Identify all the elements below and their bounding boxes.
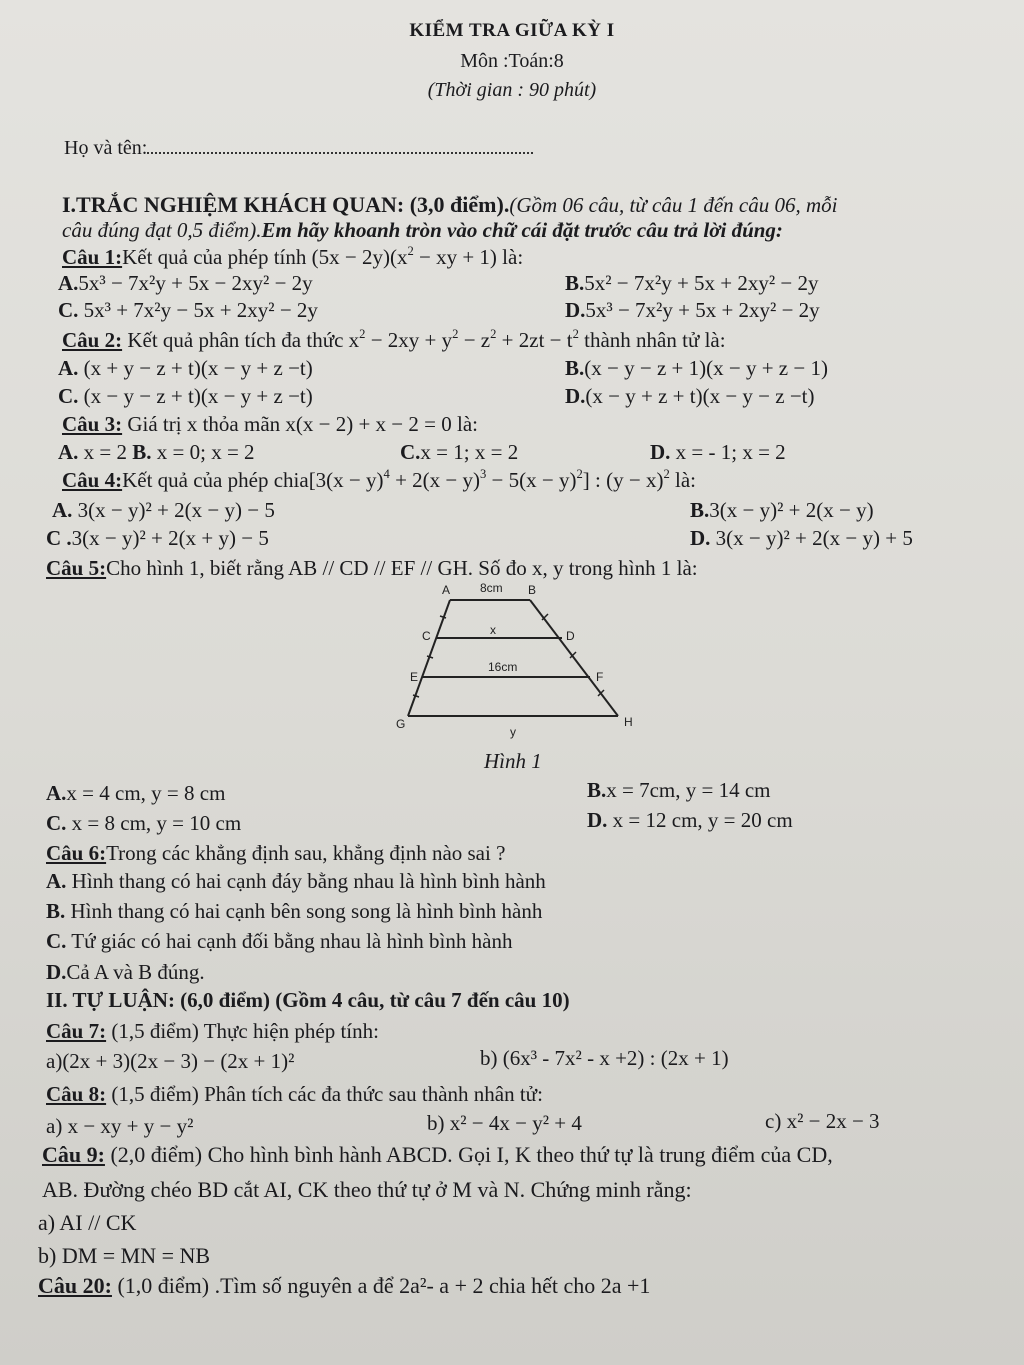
label-x: x xyxy=(490,623,496,637)
q5-option-c[interactable]: C. x = 8 cm, y = 10 cm xyxy=(46,811,242,835)
q9-part-b: b) DM = MN = NB xyxy=(38,1243,211,1268)
question-7-text: (1,5 điểm) Thực hiện phép tính: xyxy=(106,1019,379,1043)
label-b: B xyxy=(528,583,537,597)
label-ef-length: 16cm xyxy=(488,660,518,674)
part1-note2a: câu đúng đạt 0,5 điểm). xyxy=(62,218,262,242)
part1-note-line xyxy=(62,217,783,243)
name-field xyxy=(64,134,533,161)
question-7-label: Câu 7: xyxy=(46,1019,107,1043)
q1-option-a[interactable]: A.5x³ − 7x²y + 5x − 2xy² − 2y xyxy=(58,271,313,295)
question-3-text: Giá trị x thỏa mãn x(x − 2) + x − 2 = 0 là: xyxy=(122,412,478,436)
question-4-label: Câu 4: xyxy=(62,468,123,492)
question-1: Câu 1:Kết quả của phép tính $(5x - 2y)(x^2$ − xy + 1) là: xyxy=(62,244,524,269)
question-5 xyxy=(46,555,698,581)
q6-option-b[interactable]: B. Hình thang có hai cạnh bên song song là hình bình hành xyxy=(46,899,543,923)
question-9-label: Câu 9: xyxy=(42,1142,105,1167)
q6-option-d[interactable]: D.Cả A và B đúng. xyxy=(46,960,205,984)
tick-mark xyxy=(427,656,433,658)
q8-part-b: b) x² − 4x − y² + 4 xyxy=(427,1111,582,1135)
q1-option-d[interactable]: D.5x³ − 7x²y + 5x + 2xy² − 2y xyxy=(565,298,820,322)
question-9-line1: (2,0 điểm) Cho hình bình hành ABCD. Gọi I, K theo thứ tự là trung điểm của CD, xyxy=(104,1142,833,1167)
label-y: y xyxy=(510,725,516,739)
part1-note1: (Gồm 06 câu, từ câu 1 đến câu 06, mỗi xyxy=(509,193,838,217)
label-e: E xyxy=(410,670,419,684)
q3-option-c[interactable]: C.x = 1; x = 2 xyxy=(400,440,519,464)
question-6-label: Câu 6: xyxy=(46,841,107,865)
q9-part-a: a) AI // CK xyxy=(38,1210,137,1235)
q6-option-c[interactable]: C. Tứ giác có hai cạnh đối bằng nhau là hình bình hành xyxy=(46,929,513,953)
side-bh xyxy=(530,600,618,716)
q8-part-c: c) x² − 2x − 3 xyxy=(765,1109,880,1133)
question-20-label: Câu 20: xyxy=(38,1273,112,1298)
tick-mark xyxy=(413,695,419,697)
label-a: A xyxy=(442,583,451,597)
label-h: H xyxy=(624,715,633,729)
question-3 xyxy=(62,411,478,437)
question-7 xyxy=(46,1018,379,1044)
question-4: Câu 4:Kết quả của phép chia[3(x − $y)^4 + 2(x - y)^3 - 5(x - y)^2$] : $(y - x)^2$ là: xyxy=(62,467,696,492)
question-8-label: Câu 8: xyxy=(46,1082,107,1106)
q1-option-c[interactable]: C. 5x³ + 7x²y − 5x + 2xy² − 2y xyxy=(58,298,318,322)
label-g: G xyxy=(396,717,406,731)
q5-option-d[interactable]: D. x = 12 cm, y = 20 cm xyxy=(587,808,793,832)
part1-heading: I.TRẮC NGHIỆM KHÁCH QUAN: (3,0 điểm). xyxy=(62,192,510,217)
q4-option-b[interactable]: B.3(x − y)² + 2(x − y) xyxy=(690,498,874,522)
label-ab-length: 8cm xyxy=(480,581,503,595)
question-1-text: Kết quả của phép tính xyxy=(122,245,307,269)
question-2-label: Câu 2: xyxy=(62,328,123,352)
q2-option-a[interactable]: A. (x + y − z + t)(x − y + z −t) xyxy=(58,356,313,380)
q4-option-d[interactable]: D. 3(x − y)² + 2(x − y) + 5 xyxy=(690,526,913,550)
question-2: Câu 2: Kết quả phân tích đa thức $x^2 - 2xy + y^2 - z^2 + 2zt - t^2$ thành nhân tử là: xyxy=(62,327,726,352)
q7-part-b: b) (6x³ - 7x² - x +2) : (2x + 1) xyxy=(480,1046,729,1070)
q3-option-a[interactable]: A. x = 2 B. x = 0; x = 2 xyxy=(58,440,255,464)
question-5-label: Câu 5: xyxy=(46,556,107,580)
question-9 xyxy=(42,1142,833,1168)
q1-option-b[interactable]: B.5x² − 7x²y + 5x + 2xy² − 2y xyxy=(565,271,819,295)
q5-option-b[interactable]: B.x = 7cm, y = 14 cm xyxy=(587,778,771,802)
question-20-text: (1,0 điểm) .Tìm số nguyên a để 2a²- a + 2 chia hết cho 2a +1 xyxy=(111,1273,651,1298)
q2-option-c[interactable]: C. (x − y − z + t)(x − y + z −t) xyxy=(58,384,313,408)
q8-part-a: a) x − xy + y − y² xyxy=(46,1114,194,1138)
question-9-line2: AB. Đường chéo BD cắt AI, CK theo thứ tự ở M và N. Chứng minh rằng: xyxy=(42,1177,692,1202)
label-f: F xyxy=(596,670,604,684)
q5-option-a[interactable]: A.x = 4 cm, y = 8 cm xyxy=(46,781,226,805)
trapezoid-figure xyxy=(390,580,650,750)
part1-heading-line xyxy=(62,192,837,218)
q7-part-a: a)(2x + 3)(2x − 3) − (2x + 1)² xyxy=(46,1049,295,1073)
part1-instruction: Em hãy khoanh tròn vào chữ cái đặt trước câu trả lời đúng: xyxy=(261,218,783,242)
name-label: Họ và tên: xyxy=(64,137,148,159)
q2-option-b[interactable]: B.(x − y − z + 1)(x − y + z − 1) xyxy=(565,356,828,380)
question-2-text: Kết quả phân tích đa thức xyxy=(122,328,344,352)
question-8 xyxy=(46,1081,543,1107)
question-5-text: Cho hình 1, biết rằng AB // CD // EF // GH. Số đo x, y trong hình 1 là: xyxy=(106,556,698,580)
subject: Môn :Toán:8 xyxy=(460,50,564,72)
question-20 xyxy=(38,1273,650,1299)
q6-option-a[interactable]: A. Hình thang có hai cạnh đáy bằng nhau là hình bình hành xyxy=(46,869,546,893)
time-limit: (Thời gian : 90 phút) xyxy=(427,79,597,101)
name-dotted-line xyxy=(147,134,533,154)
q4-option-c[interactable]: C .3(x − y)² + 2(x + y) − 5 xyxy=(46,526,269,550)
question-6 xyxy=(46,840,505,866)
label-c: C xyxy=(422,629,431,643)
question-1-label: Câu 1: xyxy=(62,245,123,269)
question-4-text: Kết quả của phép chia xyxy=(122,468,309,492)
exam-title: KIỂM TRA GIỮA KỲ I xyxy=(409,20,615,41)
q3-option-d[interactable]: D. x = - 1; x = 2 xyxy=(650,440,786,464)
label-d: D xyxy=(566,629,575,643)
figure-caption: Hình 1 xyxy=(484,749,542,773)
part2-heading: II. TỰ LUẬN: (6,0 điểm) (Gồm 4 câu, từ câu 7 đến câu 10) xyxy=(46,988,570,1012)
q2-option-d[interactable]: D.(x − y + z + t)(x − y − z −t) xyxy=(565,384,815,408)
question-8-text: (1,5 điểm) Phân tích các đa thức sau thành nhân tử: xyxy=(106,1082,543,1106)
question-3-label: Câu 3: xyxy=(62,412,123,436)
question-6-text: Trong các khẳng định sau, khẳng định nào sai ? xyxy=(106,841,506,865)
q4-option-a[interactable]: A. 3(x − y)² + 2(x − y) − 5 xyxy=(52,498,275,522)
